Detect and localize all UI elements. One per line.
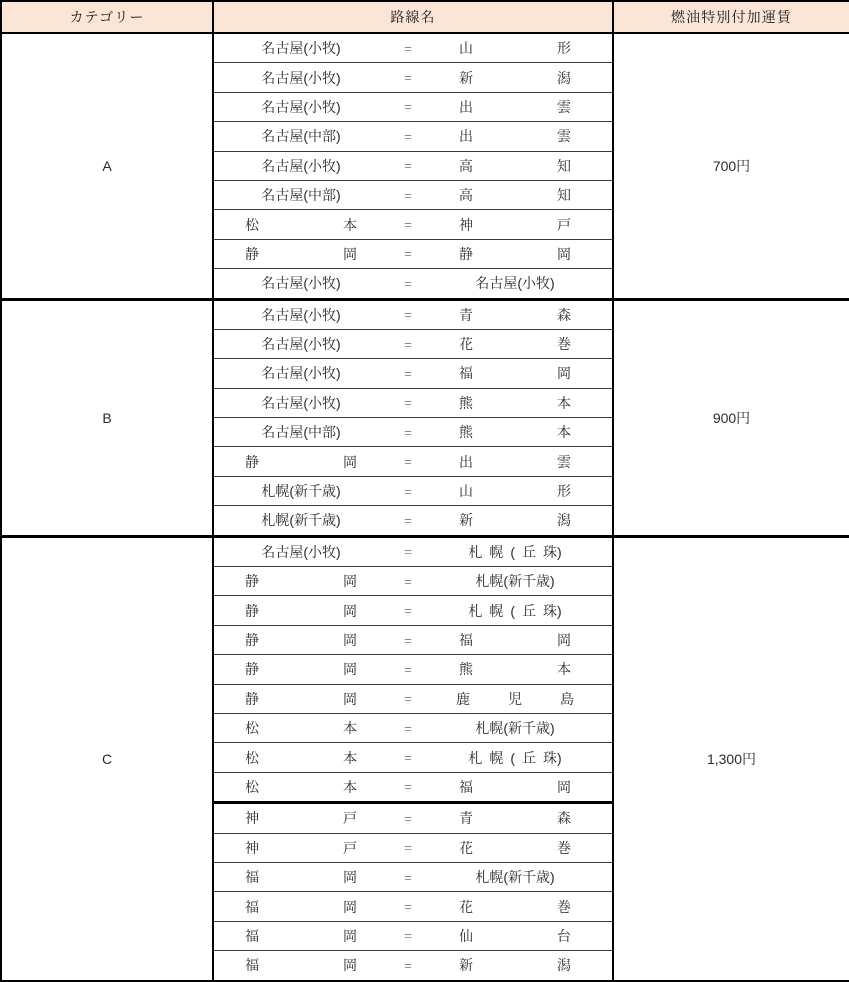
route-destination: 札幌(丘珠) <box>468 602 562 619</box>
route-origin: 静岡 <box>245 602 357 619</box>
route-destination: 高知 <box>459 157 571 174</box>
route-destination: 新潟 <box>459 512 571 529</box>
route-separator-icon: = <box>404 544 412 560</box>
route-origin: 静岡 <box>245 690 357 707</box>
route-destination: 福岡 <box>459 365 571 382</box>
route-origin: 福岡 <box>245 898 357 915</box>
route-separator-icon: = <box>404 779 412 795</box>
route-destination: 高知 <box>459 187 571 204</box>
route-destination: 福岡 <box>459 778 571 795</box>
route-separator-icon: = <box>404 661 412 677</box>
route-origin: 松本 <box>245 778 357 795</box>
table-row <box>1 33 849 63</box>
route-separator-icon: = <box>404 603 412 619</box>
route-destination: 新潟 <box>459 957 571 974</box>
route-cell <box>213 536 613 566</box>
route-destination: 福岡 <box>459 632 571 648</box>
route-cell <box>213 239 613 268</box>
route-cell <box>213 506 613 536</box>
route-cell <box>213 476 613 505</box>
route-destination: 花巻 <box>459 336 571 353</box>
route-origin: 名古屋(小牧) <box>261 365 341 382</box>
route-destination: 熊本 <box>459 394 571 411</box>
route-origin: 神戸 <box>245 839 357 856</box>
route-cell <box>213 418 613 447</box>
route-origin: 名古屋(小牧) <box>261 306 341 323</box>
route-origin: 静岡 <box>245 453 357 470</box>
route-separator-icon: = <box>404 869 412 885</box>
route-origin: 静岡 <box>245 573 357 590</box>
route-cell <box>213 951 613 981</box>
route-cell <box>213 743 613 772</box>
header-category: カテゴリー <box>1 1 213 33</box>
table-row <box>1 299 849 329</box>
route-cell <box>213 772 613 802</box>
route-separator-icon: = <box>404 454 412 470</box>
route-cell <box>213 388 613 417</box>
route-origin: 名古屋(中部) <box>261 128 341 145</box>
route-separator-icon: = <box>404 70 412 86</box>
table-header <box>1 1 849 33</box>
route-separator-icon: = <box>404 307 412 323</box>
route-cell <box>213 655 613 684</box>
route-cell <box>213 151 613 180</box>
category-group-c <box>1 536 849 980</box>
route-separator-icon: = <box>404 424 412 440</box>
route-cell <box>213 33 613 63</box>
fare-value-c: 1,300円 <box>613 536 849 980</box>
route-destination: 札幌(新千歳) <box>475 869 555 886</box>
fare-value-a: 700円 <box>613 33 849 299</box>
route-destination: 札幌(新千歳) <box>475 720 555 737</box>
route-destination: 熊本 <box>459 661 571 678</box>
route-cell <box>213 180 613 209</box>
route-origin: 名古屋(小牧) <box>261 157 341 174</box>
route-destination: 新潟 <box>459 69 571 86</box>
route-origin: 松本 <box>245 720 357 737</box>
route-origin: 名古屋(小牧) <box>261 275 341 292</box>
header-fare: 燃油特別付加運賃 <box>613 1 849 33</box>
route-cell <box>213 210 613 239</box>
route-separator-icon: = <box>404 512 412 528</box>
route-separator-icon: = <box>404 99 412 115</box>
route-separator-icon: = <box>404 720 412 736</box>
route-separator-icon: = <box>404 691 412 707</box>
route-separator-icon: = <box>404 483 412 499</box>
route-destination: 花巻 <box>459 898 571 915</box>
category-group-b <box>1 299 849 536</box>
route-separator-icon: = <box>404 275 412 291</box>
route-cell <box>213 625 613 654</box>
route-destination: 札幌(新千歳) <box>475 573 555 590</box>
route-cell <box>213 892 613 921</box>
route-origin: 名古屋(中部) <box>261 187 341 204</box>
category-label-c: C <box>1 536 213 980</box>
route-separator-icon: = <box>404 187 412 203</box>
route-cell <box>213 122 613 151</box>
category-label-b: B <box>1 299 213 536</box>
route-cell <box>213 833 613 862</box>
header-route: 路線名 <box>213 1 613 33</box>
route-cell <box>213 684 613 713</box>
route-separator-icon: = <box>404 217 412 233</box>
route-origin: 静岡 <box>245 632 357 648</box>
route-origin: 松本 <box>245 749 357 766</box>
route-cell <box>213 447 613 476</box>
route-origin: 福岡 <box>245 927 357 944</box>
route-destination: 神戸 <box>459 216 571 233</box>
route-separator-icon: = <box>404 899 412 915</box>
route-destination: 仙台 <box>459 927 571 944</box>
route-destination: 花巻 <box>459 839 571 856</box>
route-separator-icon: = <box>404 246 412 262</box>
route-cell <box>213 329 613 358</box>
route-separator-icon: = <box>404 573 412 589</box>
route-destination: 名古屋(小牧) <box>475 275 555 292</box>
route-separator-icon: = <box>404 336 412 352</box>
route-cell <box>213 269 613 299</box>
route-cell <box>213 299 613 329</box>
route-separator-icon: = <box>404 750 412 766</box>
route-cell <box>213 713 613 742</box>
route-origin: 松本 <box>245 216 357 233</box>
route-destination: 鹿児島 <box>456 690 574 707</box>
category-group-a <box>1 33 849 299</box>
route-separator-icon: = <box>404 810 412 826</box>
route-destination: 山形 <box>459 483 571 500</box>
route-origin: 名古屋(小牧) <box>261 40 341 57</box>
category-label-a: A <box>1 33 213 299</box>
route-separator-icon: = <box>404 365 412 381</box>
route-origin: 名古屋(小牧) <box>261 69 341 86</box>
route-origin: 名古屋(小牧) <box>261 543 341 560</box>
route-origin: 名古屋(中部) <box>261 424 341 441</box>
route-cell <box>213 862 613 891</box>
route-cell <box>213 63 613 92</box>
route-origin: 福岡 <box>245 957 357 974</box>
route-destination: 静岡 <box>459 245 571 262</box>
route-cell <box>213 359 613 388</box>
route-separator-icon: = <box>404 158 412 174</box>
route-separator-icon: = <box>404 395 412 411</box>
route-separator-icon: = <box>404 632 412 648</box>
route-separator-icon: = <box>404 928 412 944</box>
route-separator-icon: = <box>404 957 412 973</box>
route-origin: 名古屋(小牧) <box>261 336 341 353</box>
header-row <box>1 1 849 33</box>
route-origin: 神戸 <box>245 810 357 827</box>
route-destination: 熊本 <box>459 424 571 441</box>
route-destination: 札幌(丘珠) <box>468 749 562 766</box>
route-cell <box>213 803 613 833</box>
route-cell <box>213 921 613 950</box>
route-separator-icon: = <box>404 128 412 144</box>
route-origin: 福岡 <box>245 869 357 886</box>
route-cell <box>213 596 613 625</box>
route-destination: 出雲 <box>459 128 571 145</box>
route-destination: 青森 <box>459 810 571 827</box>
route-destination: 出雲 <box>459 98 571 115</box>
route-destination: 札幌(丘珠) <box>468 543 562 560</box>
route-cell <box>213 92 613 121</box>
route-origin: 名古屋(小牧) <box>261 394 341 411</box>
route-separator-icon: = <box>404 840 412 856</box>
route-separator-icon: = <box>404 40 412 56</box>
route-destination: 出雲 <box>459 453 571 470</box>
fare-value-b: 900円 <box>613 299 849 536</box>
route-cell <box>213 567 613 596</box>
route-origin: 札幌(新千歳) <box>261 483 341 500</box>
route-origin: 札幌(新千歳) <box>261 512 341 529</box>
route-destination: 青森 <box>459 306 571 323</box>
route-origin: 静岡 <box>245 661 357 678</box>
route-origin: 名古屋(小牧) <box>261 98 341 115</box>
route-destination: 山形 <box>459 40 571 57</box>
route-origin: 静岡 <box>245 245 357 262</box>
table-row <box>1 536 849 566</box>
